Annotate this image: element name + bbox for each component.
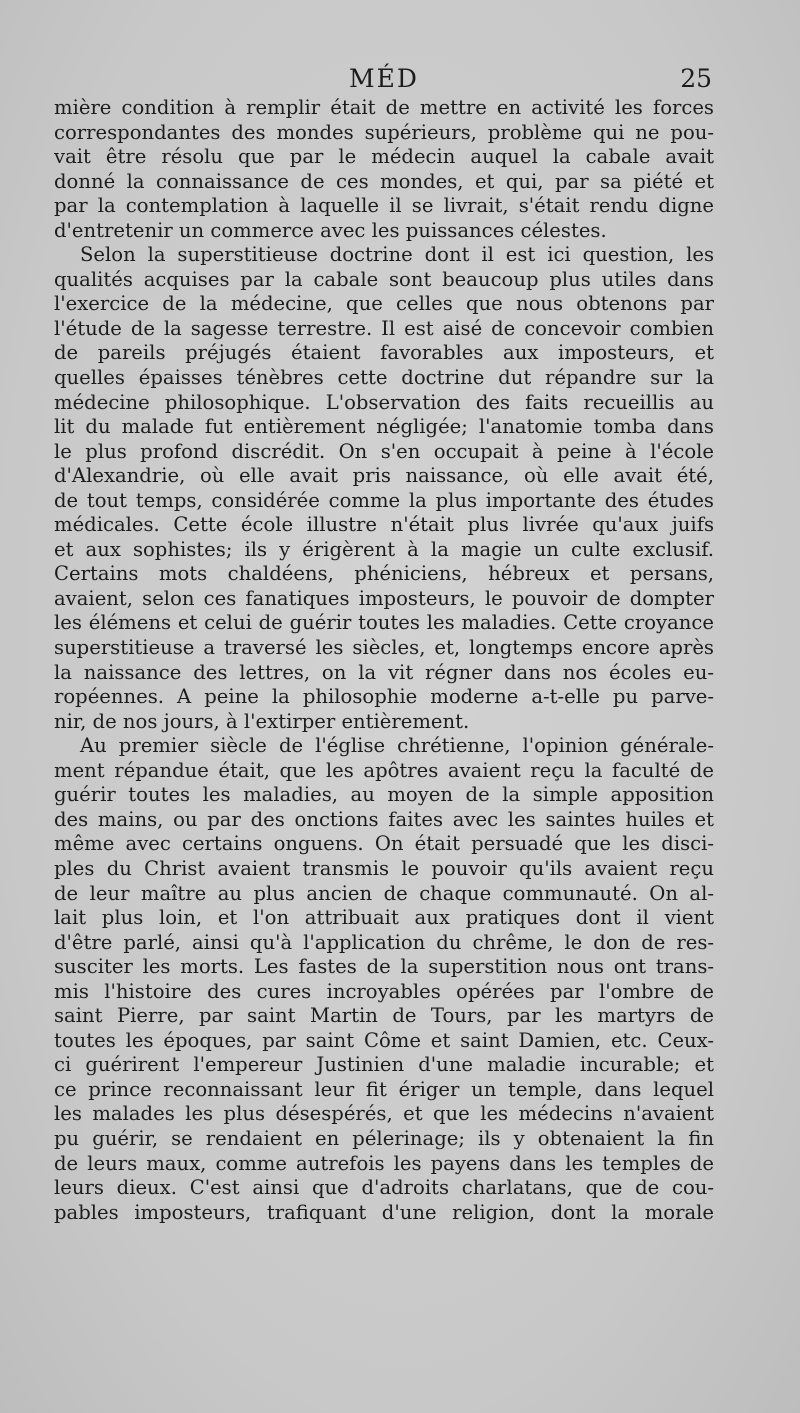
text-line: des mains, ou par des onctions faites avec les saintes huiles et — [54, 807, 714, 831]
text-line: d'Alexandrie, où elle avait pris naissance, où elle avait été, — [54, 464, 714, 488]
text-line: ples du Christ avaient transmis le pouvoir qu'ils avaient reçu — [54, 856, 714, 880]
text-line: de leur maître au plus ancien de chaque communauté. On al- — [54, 881, 714, 905]
text-line: médecine philosophique. L'observation des faits recueillis au — [54, 390, 714, 414]
running-head — [56, 62, 712, 96]
text-line: avaient, selon ces fanatiques imposteurs, le pouvoir de dompter — [54, 586, 714, 610]
text-line: par la contemplation à laquelle il se livrait, s'était rendu digne — [54, 194, 714, 218]
text-line: quelles épaisses ténèbres cette doctrine dut répandre sur la — [54, 366, 714, 390]
text-line: lait plus loin, et l'on attribuait aux pratiques dont il vient — [54, 906, 714, 930]
text-line: ce prince reconnaissant leur fit ériger un temple, dans lequel — [54, 1077, 714, 1101]
text-line: la naissance des lettres, on la vit régner dans nos écoles eu- — [54, 660, 714, 684]
text-line: l'étude de la sagesse terrestre. Il est aisé de concevoir combien — [54, 316, 714, 340]
text-line: Certains mots chaldéens, phéniciens, hébreux et persans, — [54, 562, 714, 586]
text-line: pables imposteurs, trafiquant d'une religion, dont la morale — [54, 1200, 714, 1224]
text-line: même avec certains onguens. On était persuadé que les disci- — [54, 832, 714, 856]
text-line: le plus profond discrédit. On s'en occupait à peine à l'école — [54, 439, 714, 463]
text-line: mis l'histoire des cures incroyables opérées par l'ombre de — [54, 979, 714, 1003]
text-line: ropéennes. A peine la philosophie moderne a-t-elle pu parve- — [54, 685, 714, 709]
text-line: d'entretenir un commerce avec les puissances célestes. — [54, 218, 607, 242]
text-line: pu guérir, se rendaient en pélerinage; ils y obtenaient la fin — [54, 1126, 714, 1150]
page-number: 25 — [680, 64, 712, 93]
text-line: de tout temps, considérée comme la plus importante des études — [54, 488, 714, 512]
text-line: d'être parlé, ainsi qu'à l'application du chrême, le don de res- — [54, 930, 714, 954]
body-text — [54, 96, 714, 1225]
text-line: Selon la superstitieuse doctrine dont il est ici question, les — [80, 243, 714, 267]
text-line: susciter les morts. Les fastes de la superstition nous ont trans- — [54, 955, 714, 979]
text-line: toutes les époques, par saint Côme et saint Damien, etc. Ceux- — [54, 1028, 714, 1052]
text-line: l'exercice de la médecine, que celles que nous obtenons par — [54, 292, 714, 316]
text-line: mière condition à remplir était de mettre en activité les forces — [54, 96, 714, 119]
text-line: ci guérirent l'empereur Justinien d'une maladie incurable; et — [54, 1053, 714, 1077]
text-line: donné la connaissance de ces mondes, et qui, par sa piété et — [54, 169, 714, 193]
text-line: ment répandue était, que les apôtres avaient reçu la faculté de — [54, 758, 714, 782]
text-line: correspondantes des mondes supérieurs, problème qui ne pou- — [54, 120, 714, 144]
text-line: superstitieuse a traversé les siècles, et, longtemps encore après — [54, 636, 714, 660]
text-line: médicales. Cette école illustre n'était plus livrée qu'aux juifs — [54, 513, 714, 537]
text-line: leurs dieux. C'est ainsi que d'adroits charlatans, que de cou- — [54, 1176, 714, 1200]
running-title: MÉD — [349, 64, 419, 93]
text-line: les élémens et celui de guérir toutes les maladies. Cette croyance — [54, 611, 714, 635]
text-line: et aux sophistes; ils y érigèrent à la magie un culte exclusif. — [54, 537, 714, 561]
text-line: guérir toutes les maladies, au moyen de la simple apposition — [54, 783, 714, 807]
text-line: qualités acquises par la cabale sont beaucoup plus utiles dans — [54, 267, 714, 291]
text-line: vait être résolu que par le médecin auquel la cabale avait — [54, 145, 714, 169]
text-line: nir, de nos jours, à l'extirper entièrement. — [54, 709, 470, 733]
text-line: saint Pierre, par saint Martin de Tours, par les martyrs de — [54, 1004, 714, 1028]
text-line: de leurs maux, comme autrefois les payens dans les temples de — [54, 1151, 714, 1175]
text-line: lit du malade fut entièrement négligée; l'anatomie tomba dans — [54, 415, 714, 439]
text-line: les malades les plus désespérés, et que les médecins n'avaient — [54, 1102, 714, 1126]
text-line: de pareils préjugés étaient favorables aux imposteurs, et — [54, 341, 714, 365]
text-line: Au premier siècle de l'église chrétienne, l'opinion générale- — [80, 734, 714, 758]
